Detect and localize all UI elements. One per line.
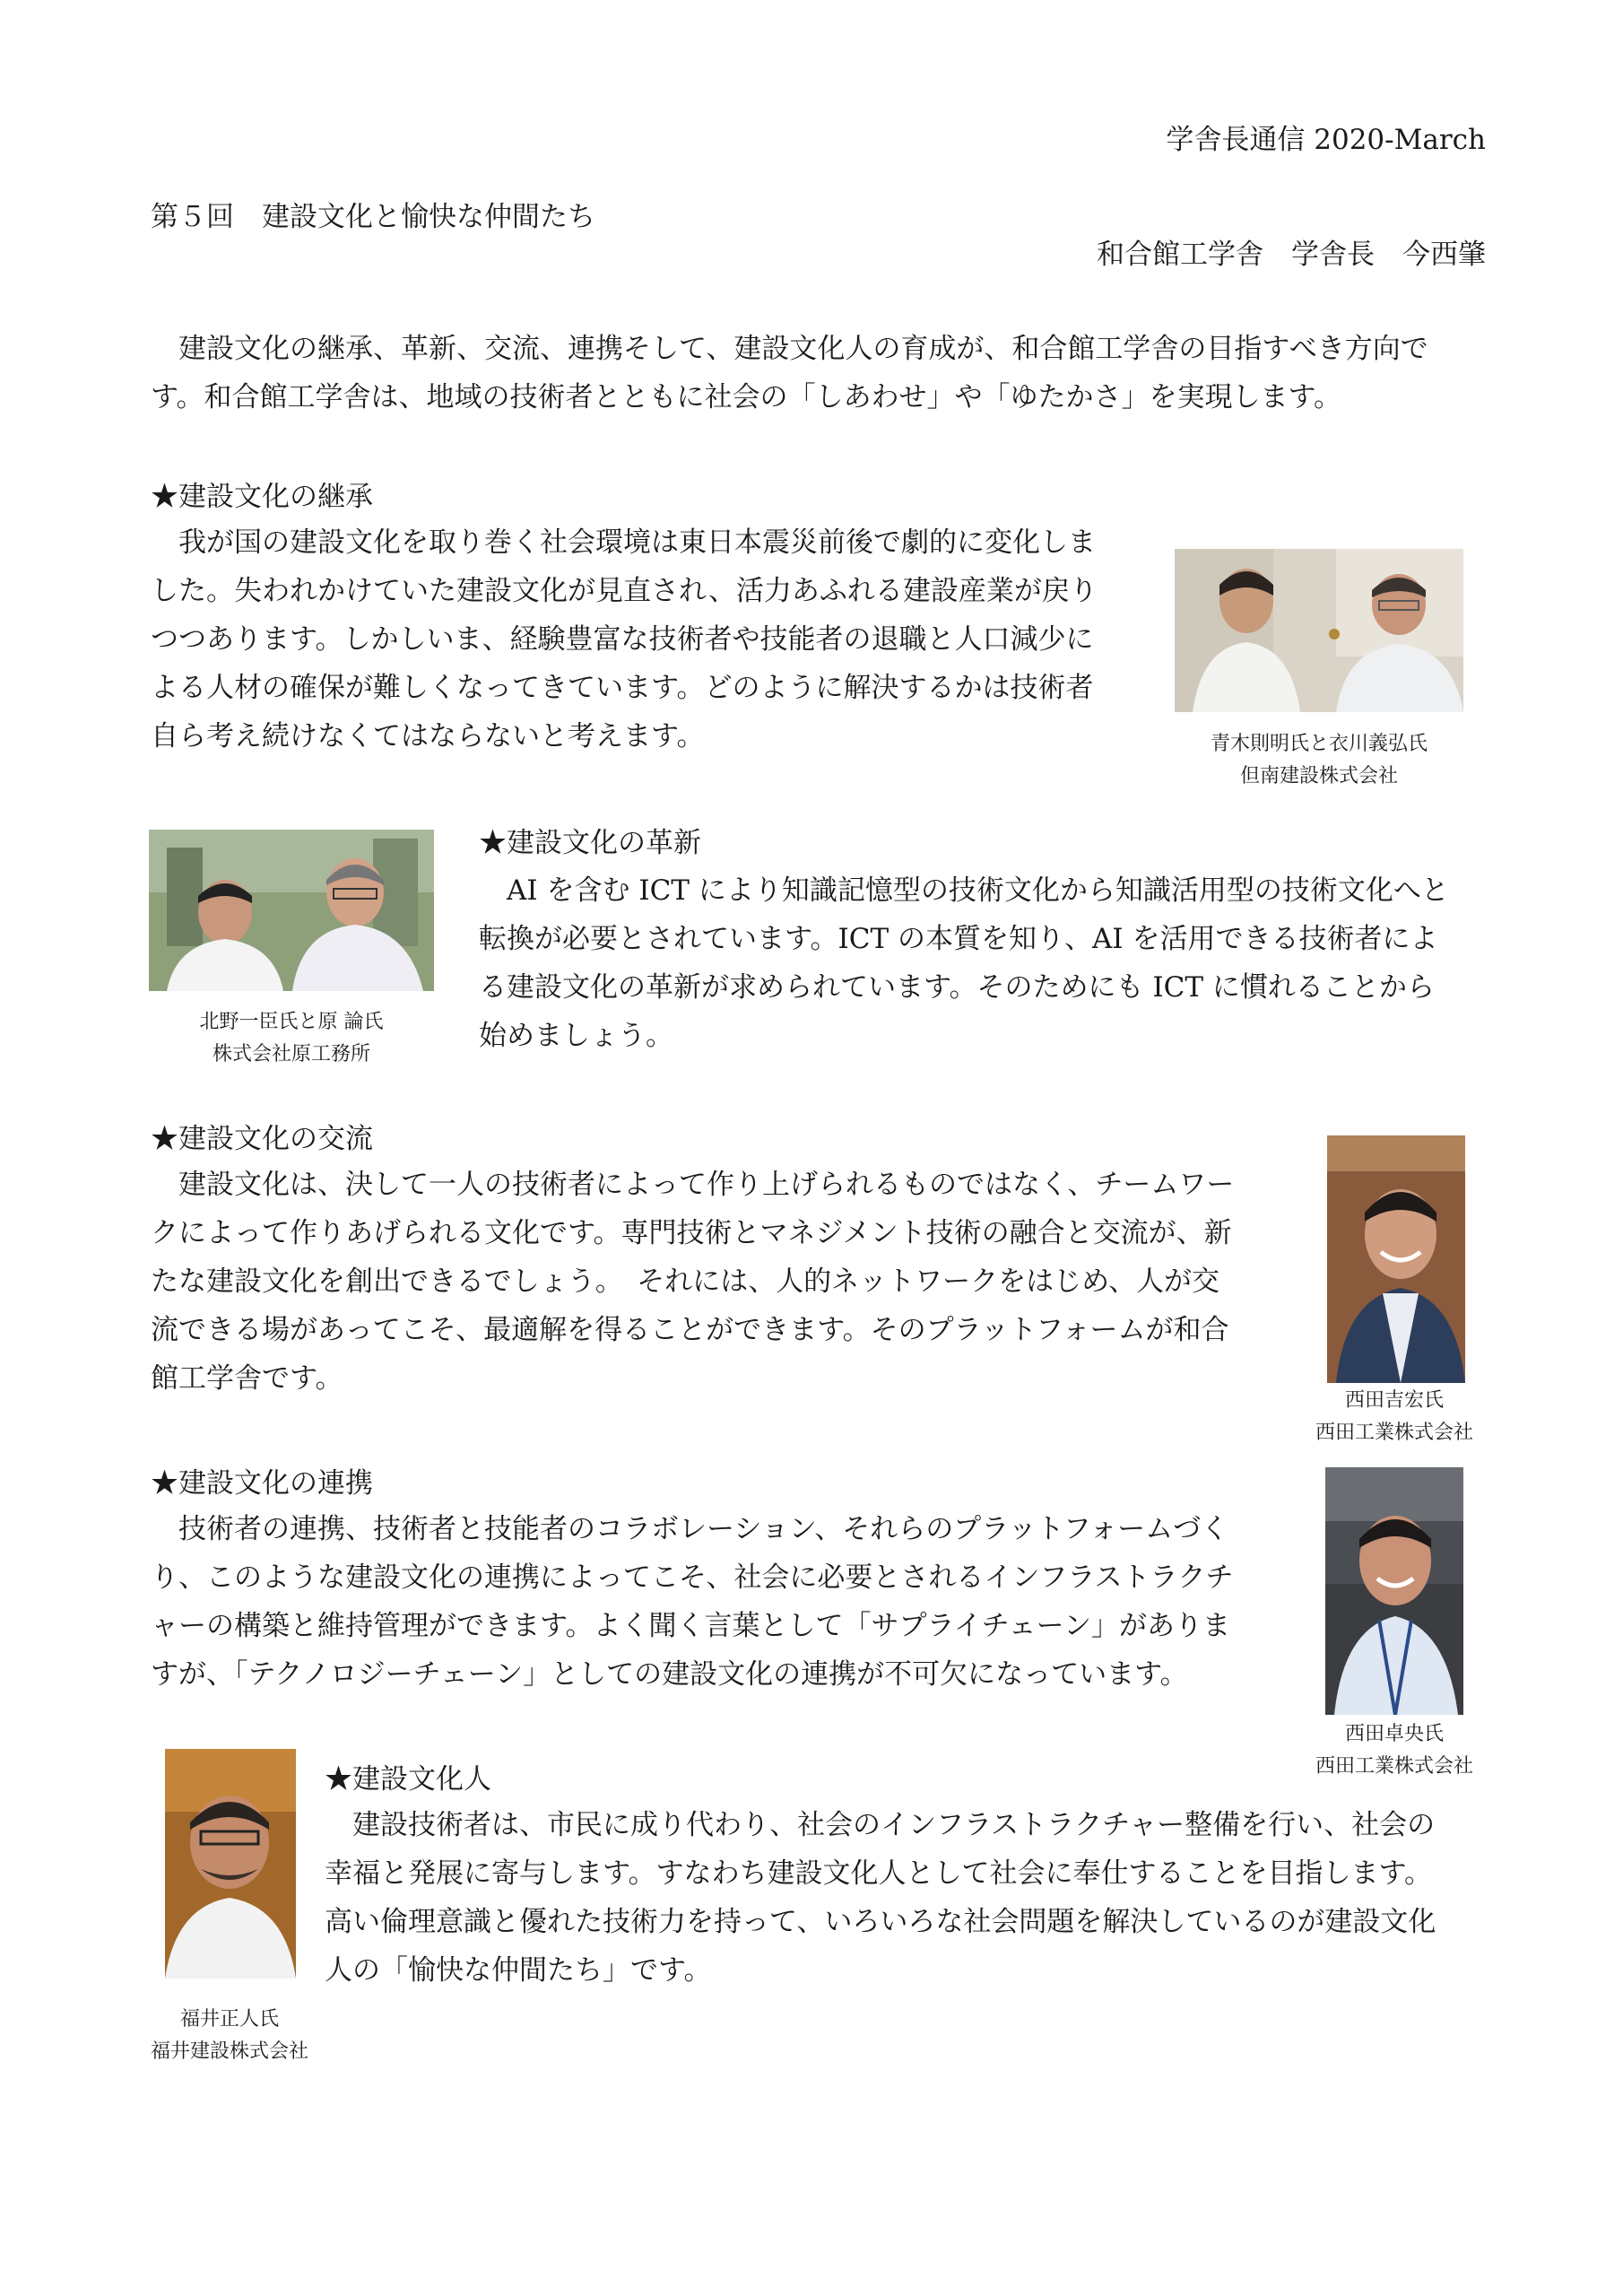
intro-paragraph xyxy=(151,325,1428,422)
issue-label: 学舎長通信 2020-March xyxy=(1166,124,1486,156)
body-line: すが、「テクノロジーチェーン」としての建設文化の連携が不可欠になっています。 xyxy=(151,1658,1188,1691)
section-body-culture-person xyxy=(325,1801,1436,1995)
body-line: 建設文化は、決して一人の技術者によって作り上げられるものではなく、チームワー xyxy=(178,1169,1235,1201)
photo-two-men-office xyxy=(1175,549,1463,712)
photo-caption xyxy=(149,1006,434,1071)
intro-line: 建設文化の継承、革新、交流、連携そして、建設文化人の育成が、和合館工学舎の目指すべき方向で xyxy=(178,333,1428,365)
caption-company: 西田工業株式会社 xyxy=(1315,1422,1473,1444)
body-line: 幸福と発展に寄与します。すなわち建設文化人として社会に奉仕することを目指します。 xyxy=(325,1857,1433,1890)
body-line: る建設文化の革新が求められています。そのためにも ICT に慣れることから xyxy=(479,971,1435,1004)
caption-names: 北野一臣氏と原 論氏 xyxy=(199,1011,384,1033)
caption-company: 但南建設株式会社 xyxy=(1239,765,1398,787)
author-line: 和合館工学舎 学舎長 今西肇 xyxy=(1097,239,1486,271)
photo-man-portrait-1 xyxy=(1327,1135,1465,1383)
caption-names: 西田吉宏氏 xyxy=(1344,1389,1444,1412)
section-heading-exchange: ★建設文化の交流 xyxy=(151,1123,373,1155)
body-line: 技術者の連携、技術者と技能者のコラボレーション、それらのプラットフォームづく xyxy=(178,1513,1229,1545)
body-line: つつあります。しかしいま、経験豊富な技術者や技能者の退職と人口減少に xyxy=(151,623,1094,656)
body-line: 自ら考え続けなくてはならないと考えます。 xyxy=(151,720,705,752)
section-body-inheritance xyxy=(151,518,1098,761)
section-body-innovation xyxy=(479,866,1449,1060)
caption-names: 西田卓央氏 xyxy=(1344,1723,1444,1745)
body-line: 人の「愉快な仲間たち」です。 xyxy=(325,1954,712,1987)
photo-caption xyxy=(1175,728,1463,793)
section-body-exchange xyxy=(151,1161,1234,1403)
body-line: 転換が必要とされています。ICT の本質を知り、AI を活用できる技術者によ xyxy=(479,923,1438,955)
body-line: AI を含む ICT により知識記憶型の技術文化から知識活用型の技術文化へと xyxy=(507,874,1449,907)
caption-company: 株式会社原工務所 xyxy=(212,1043,370,1065)
photo-caption xyxy=(126,2004,334,2068)
photo-caption xyxy=(1291,1385,1497,1449)
caption-company: 西田工業株式会社 xyxy=(1315,1755,1473,1778)
section-heading-collaboration: ★建設文化の連携 xyxy=(151,1467,373,1500)
section-body-collaboration xyxy=(151,1505,1233,1699)
section-heading-culture-person: ★建設文化人 xyxy=(325,1763,491,1796)
body-line: 始めましょう。 xyxy=(479,1020,673,1052)
body-line: 流できる場があってこそ、最適解を得ることができます。そのプラットフォームが和合 xyxy=(151,1314,1229,1346)
body-line: 高い倫理意識と優れた技術力を持って、いろいろな社会問題を解決しているのが建設文化 xyxy=(325,1906,1436,1938)
body-line: ャーの構築と維持管理ができます。よく聞く言葉として「サプライチェーン」がありま xyxy=(151,1610,1231,1642)
body-line: たな建設文化を創出できるでしょう。 それには、人的ネットワークをはじめ、人が交 xyxy=(151,1265,1219,1298)
caption-names: 青木則明氏と衣川義弘氏 xyxy=(1210,733,1428,755)
body-line: り、このような建設文化の連携によってこそ、社会に必要とされるインフラストラクチ xyxy=(151,1561,1234,1594)
section-heading-inheritance: ★建設文化の継承 xyxy=(151,481,373,513)
body-line: クによって作りあげられる文化です。専門技術とマネジメント技術の融合と交流が、新 xyxy=(151,1217,1232,1249)
section-heading-innovation: ★建設文化の革新 xyxy=(479,827,701,859)
photo-man-portrait-2 xyxy=(1325,1467,1463,1715)
photo-caption xyxy=(1291,1718,1497,1783)
body-line: 館工学舎です。 xyxy=(151,1362,343,1395)
body-line: した。失われかけていた建設文化が見直され、活力あふれる建設産業が戻り xyxy=(151,575,1098,607)
photo-man-portrait-3 xyxy=(165,1749,296,1979)
article-title: 第５回 建設文化と愉快な仲間たち xyxy=(151,201,595,233)
photo-two-men-outdoor xyxy=(149,830,434,991)
caption-names: 福井正人氏 xyxy=(179,2008,279,2031)
body-line: 建設技術者は、市民に成り代わり、社会のインフラストラクチャー整備を行い、社会の xyxy=(352,1809,1436,1841)
intro-line: す。和合館工学舎は、地域の技術者とともに社会の「しあわせ」や「ゆたかさ」を実現します。 xyxy=(151,381,1342,413)
body-line: 我が国の建設文化を取り巻く社会環境は東日本震災前後で劇的に変化しま xyxy=(178,526,1096,559)
caption-company: 福井建設株式会社 xyxy=(150,2040,308,2063)
body-line: よる人材の確保が難しくなってきています。どのように解決するかは技術者 xyxy=(151,672,1094,704)
